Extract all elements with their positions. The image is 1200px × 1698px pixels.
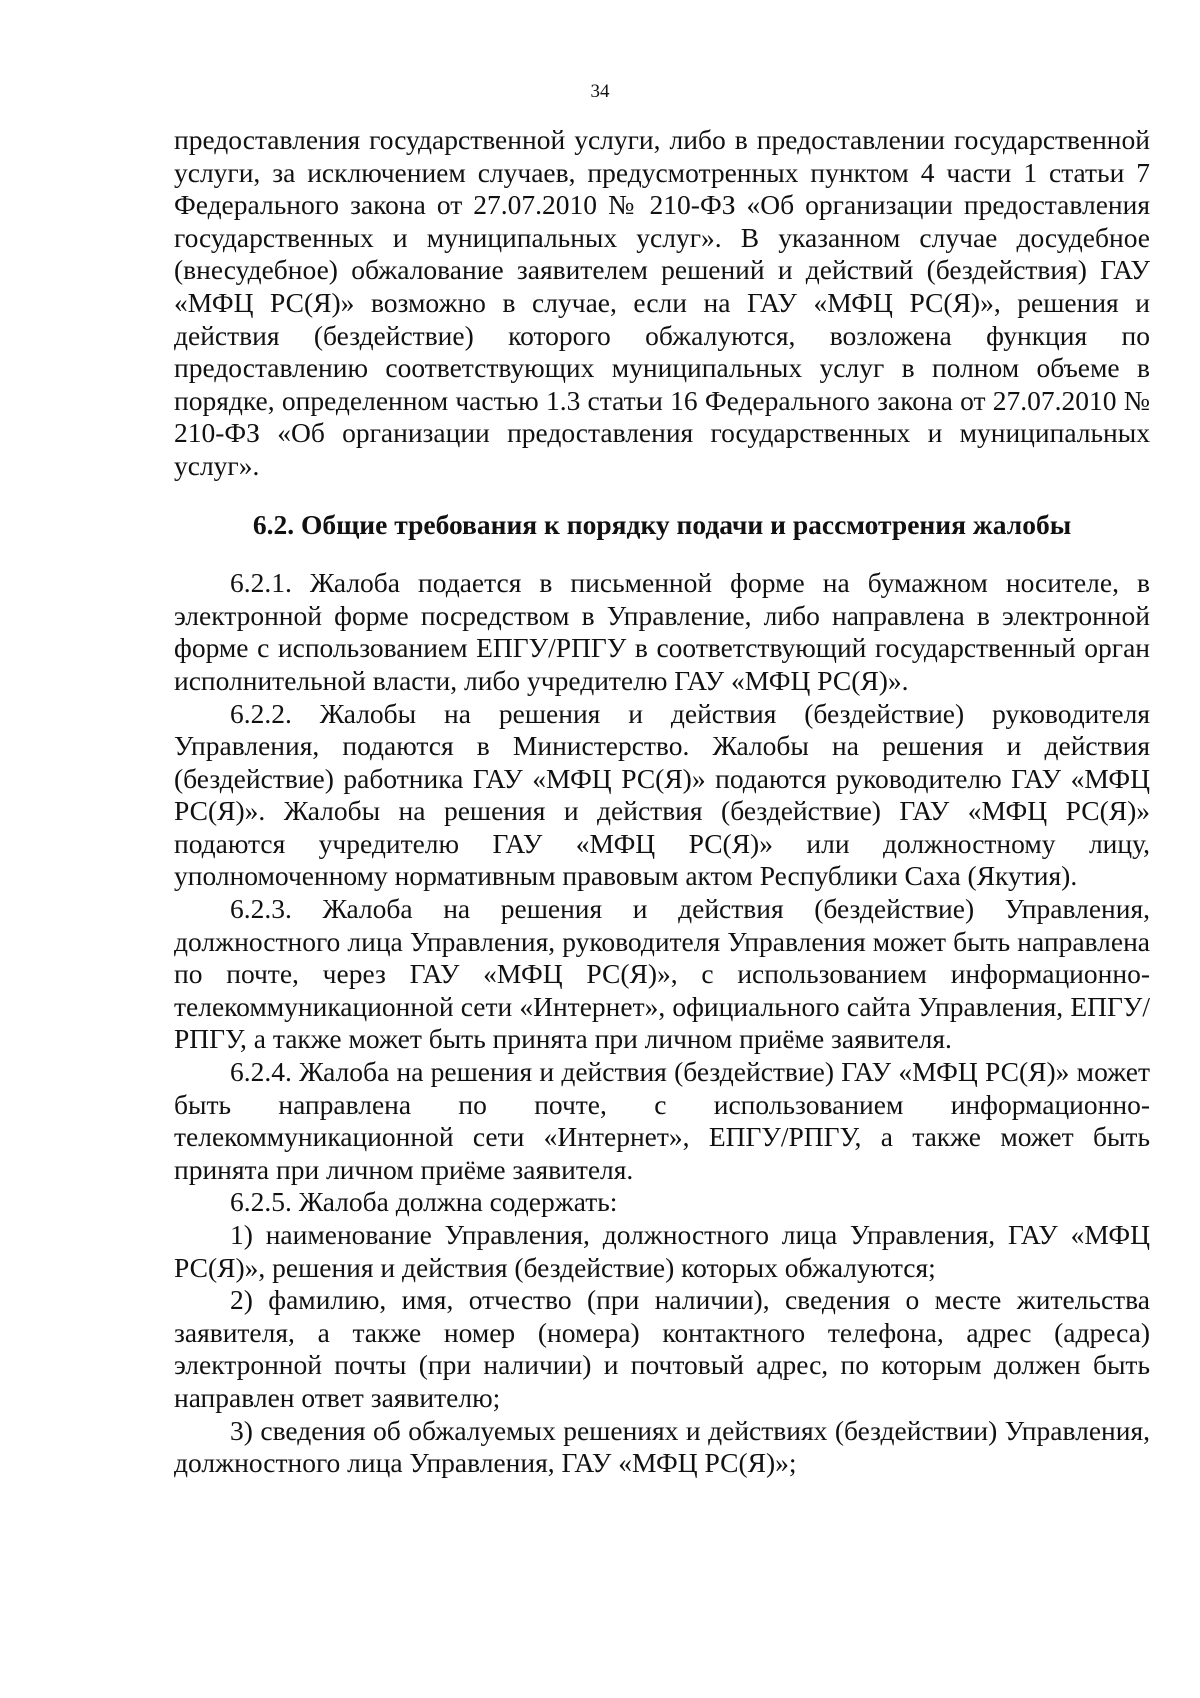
paragraph-continuation: предоставления государственной услуги, либо в предоставлении государственной услуги, за исключением случаев, предусмотренных пунктом 4 части 1 статьи 7 Федерального закона от 27.07.2010 № 210-ФЗ «Об организации предоставления государственных и муниципальных услуг». В указанном случае досудебное (внесудебное) обжалование заявителем решений и действий (бездействия) ГАУ «МФЦ РС(Я)» возможно в случае, если на ГАУ «МФЦ РС(Я)», решения и действия (бездействие) которого обжалуются, возложена функция по предоставлению соответствующих муниципальных услуг в полном объеме в порядке, определенном частью 1.3 статьи 16 Федерального закона от 27.07.2010 № 210-ФЗ «Об организации предоставления государственных и муниципальных услуг». xyxy=(174,124,1150,481)
page-number: 34 xyxy=(590,81,610,102)
paragraph-6-2-5: 6.2.5. Жалоба должна содержать: xyxy=(230,1186,618,1218)
document-body xyxy=(174,124,1150,1480)
paragraph-6-2-2: 6.2.2. Жалобы на решения и действия (бездействие) руководителя Управления, подаются в Министерство. Жалобы на решения и действия (бездействие) работника ГАУ «МФЦ РС(Я)» подаются руководителю ГАУ «МФЦ РС(Я)». Жалобы на решения и действия (бездействие) ГАУ «МФЦ РС(Я)» подаются учредителю ГАУ «МФЦ РС(Я)» или должностному лицу, уполномоченному нормативным правовым актом Республики Саха (Якутия). xyxy=(174,697,1150,892)
list-item-1: 1) наименование Управления, должностного лица Управления, ГАУ «МФЦ РС(Я)», решения и действия (бездействие) которых обжалуются; xyxy=(174,1219,1150,1283)
paragraph-6-2-1: 6.2.1. Жалоба подается в письменной форме на бумажном носителе, в электронной форме посредством в Управление, либо направлена в электронной форме с использованием ЕПГУ/РПГУ в соответствующий государственный орган исполнительной власти, либо учредителю ГАУ «МФЦ РС(Я)». xyxy=(174,567,1150,696)
list-item-2: 2) фамилию, имя, отчество (при наличии), сведения о месте жительства заявителя, а также номер (номера) контактного телефона, адрес (адреса) электронной почты (при наличии) и почтовый адрес, по которым должен быть направлен ответ заявителю; xyxy=(174,1284,1150,1413)
section-heading: 6.2. Общие требования к порядку подачи и рассмотрения жалобы xyxy=(252,508,1072,540)
list-item-3: 3) сведения об обжалуемых решениях и действиях (бездействии) Управления, должностного лица Управления, ГАУ «МФЦ РС(Я)»; xyxy=(174,1414,1150,1479)
paragraph-6-2-3: 6.2.3. Жалоба на решения и действия (бездействие) Управления, должностного лица Управления, руководителя Управления может быть направлена по почте, через ГАУ «МФЦ РС(Я)», с использованием информационно-телекоммуникационной сети «Интернет», официального сайта Управления, ЕПГУ/РПГУ, а также может быть принята при личном приёме заявителя. xyxy=(174,893,1150,1055)
paragraph-6-2-4: 6.2.4. Жалоба на решения и действия (бездействие) ГАУ «МФЦ РС(Я)» может быть направлена по почте, с использованием информационно-телекоммуникационной сети «Интернет», ЕПГУ/РПГУ, а также может быть принята при личном приёме заявителя. xyxy=(174,1056,1150,1185)
